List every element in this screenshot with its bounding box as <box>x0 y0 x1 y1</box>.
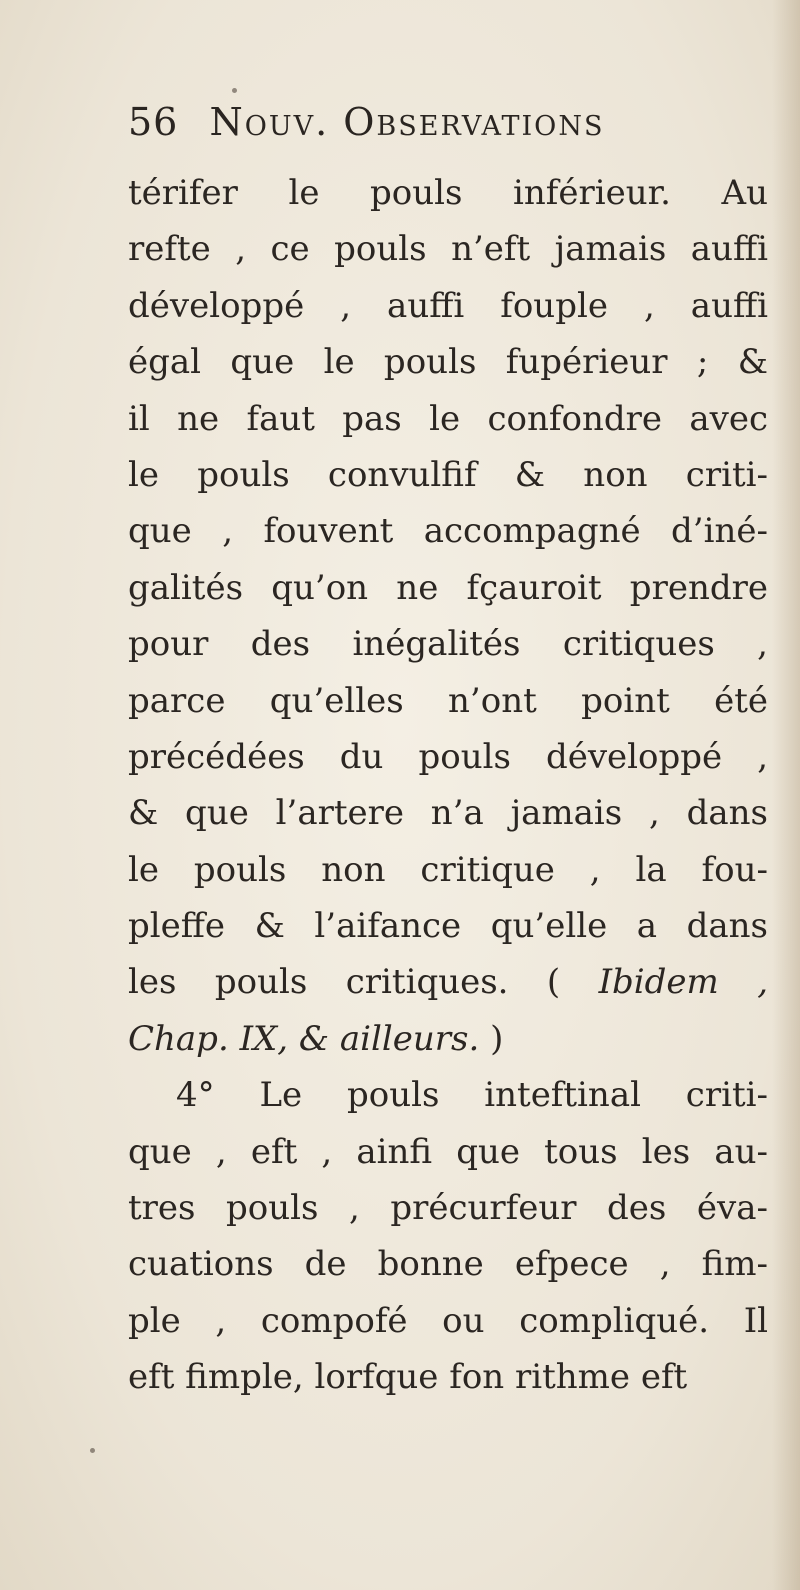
text-line: & que l’artere n’a jamais , dans <box>128 793 768 834</box>
text-line-citation <box>128 954 768 1010</box>
text-line: le pouls convulfif & non criti- <box>128 454 768 495</box>
text-line-citation-end <box>128 1011 768 1067</box>
citation-chapter: Chap. IX, & ailleurs. <box>128 1018 480 1059</box>
text-line: ple , compofé ou compliqué. Il <box>128 1300 768 1341</box>
ink-speck <box>90 1448 95 1453</box>
text-line: pour des inégalités critiques , <box>128 624 768 665</box>
text-line: parce qu’elles n’ont point été <box>128 680 768 721</box>
text-line: galités qu’on ne fçauroit prendre <box>128 567 768 608</box>
running-head: Nouv. Observations <box>209 100 605 144</box>
text-line: térifer le pouls inférieur. Au <box>128 173 768 213</box>
page-edge-shadow <box>772 0 800 1590</box>
text-line: pleffe & l’aifance qu’elle a dans <box>128 906 768 947</box>
text-line: le pouls non critique , la fou- <box>128 849 768 890</box>
text-line: cuations de bonne efpece , fim- <box>128 1244 768 1285</box>
text-line: il ne faut pas le confondre avec <box>128 398 768 439</box>
ink-speck <box>232 88 237 93</box>
citation-lead: les pouls critiques. ( <box>128 962 599 1003</box>
text-line: que , eft , ainfi que tous les au- <box>128 1131 768 1172</box>
text-line: tres pouls , précurfeur des éva- <box>128 1188 768 1229</box>
text-line: égal que le pouls fupérieur ; & <box>128 342 768 383</box>
paragraph-start-line: 4° Le pouls inteftinal criti- <box>176 1075 768 1116</box>
page-header <box>128 100 728 160</box>
text-line: précédées du pouls développé , <box>128 736 768 777</box>
page-number: 56 <box>128 100 179 144</box>
text-line: que , fouvent accompagné d’iné- <box>128 511 768 552</box>
body-text <box>128 165 768 1406</box>
text-line: refte , ce pouls n’eft jamais auffi <box>128 229 768 270</box>
citation-close: ) <box>479 1018 504 1059</box>
text-line: eft fimple, lorfque fon rithme eft <box>128 1357 688 1398</box>
text-line: développé , auffi fouple , auffi <box>128 285 768 326</box>
citation-ibidem: Ibidem , <box>598 962 768 1003</box>
